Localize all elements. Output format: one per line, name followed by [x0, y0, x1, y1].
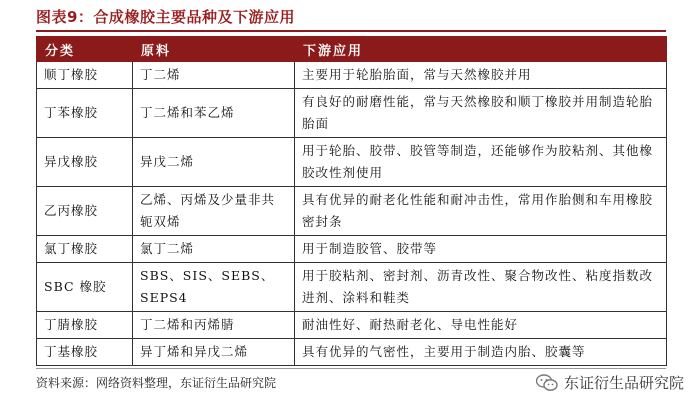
cell-category: 乙丙橡胶: [37, 187, 133, 236]
table-row: [37, 312, 667, 339]
footer-divider: [36, 368, 666, 369]
cell-application: 主要用于轮胎胎面，常与天然橡胶并用: [295, 62, 667, 89]
cell-application: 用于制造胶管、胶带等: [295, 236, 667, 263]
cell-material: 异戊二烯: [133, 138, 295, 187]
cell-category: SBC 橡胶: [37, 263, 133, 312]
table-row: [37, 187, 667, 236]
watermark-text: 东证衍生品研究院: [563, 374, 684, 392]
table-row: [37, 263, 667, 312]
header-category: 分类: [37, 37, 133, 62]
cell-material: 乙烯、丙烯及少量非共轭双烯: [133, 187, 295, 236]
cell-material: 异丁烯和异戊二烯: [133, 339, 295, 366]
cell-category: 顺丁橡胶: [37, 62, 133, 89]
table-row: [37, 339, 667, 366]
table-row: [37, 236, 667, 263]
cell-application: 耐油性好、耐热耐老化、导电性能好: [295, 312, 667, 339]
figure-title: 图表9：合成橡胶主要品种及下游应用: [36, 8, 295, 26]
table-row: [37, 138, 667, 187]
cell-category: 丁腈橡胶: [37, 312, 133, 339]
table-row: [37, 89, 667, 138]
cell-material: 丁二烯: [133, 62, 295, 89]
cell-material: SBS、SIS、SEBS、SEPS4: [133, 263, 295, 312]
cell-application: 用于轮胎、胶带、胶管等制造，还能够作为胶粘剂、其他橡胶改性剂使用: [295, 138, 667, 187]
cell-application: 用于胶粘剂、密封剂、沥青改性、聚合物改性、粘度指数改进剂、涂料和鞋类: [295, 263, 667, 312]
cell-category: 丁苯橡胶: [37, 89, 133, 138]
table-row: [37, 62, 667, 89]
watermark: [536, 372, 684, 393]
table-header-row: [37, 37, 667, 62]
header-application: 下游应用: [295, 37, 667, 62]
cell-material: 丁二烯和苯乙烯: [133, 89, 295, 138]
cell-category: 丁基橡胶: [37, 339, 133, 366]
wechat-icon: [536, 374, 558, 392]
cell-material: 氯丁二烯: [133, 236, 295, 263]
title-divider: [36, 30, 666, 32]
cell-application: 有良好的耐磨性能，常与天然橡胶和顺丁橡胶并用制造轮胎胎面: [295, 89, 667, 138]
header-material: 原料: [133, 37, 295, 62]
rubber-table: [36, 36, 667, 366]
cell-category: 氯丁橡胶: [37, 236, 133, 263]
cell-category: 异戊橡胶: [37, 138, 133, 187]
cell-material: 丁二烯和丙烯腈: [133, 312, 295, 339]
source-note: 资料来源：网络资料整理，东证衍生品研究院: [36, 376, 277, 390]
cell-application: 具有优异的耐老化性能和耐冲击性，常用作胎侧和车用橡胶密封条: [295, 187, 667, 236]
cell-application: 具有优异的气密性，主要用于制造内胎、胶囊等: [295, 339, 667, 366]
